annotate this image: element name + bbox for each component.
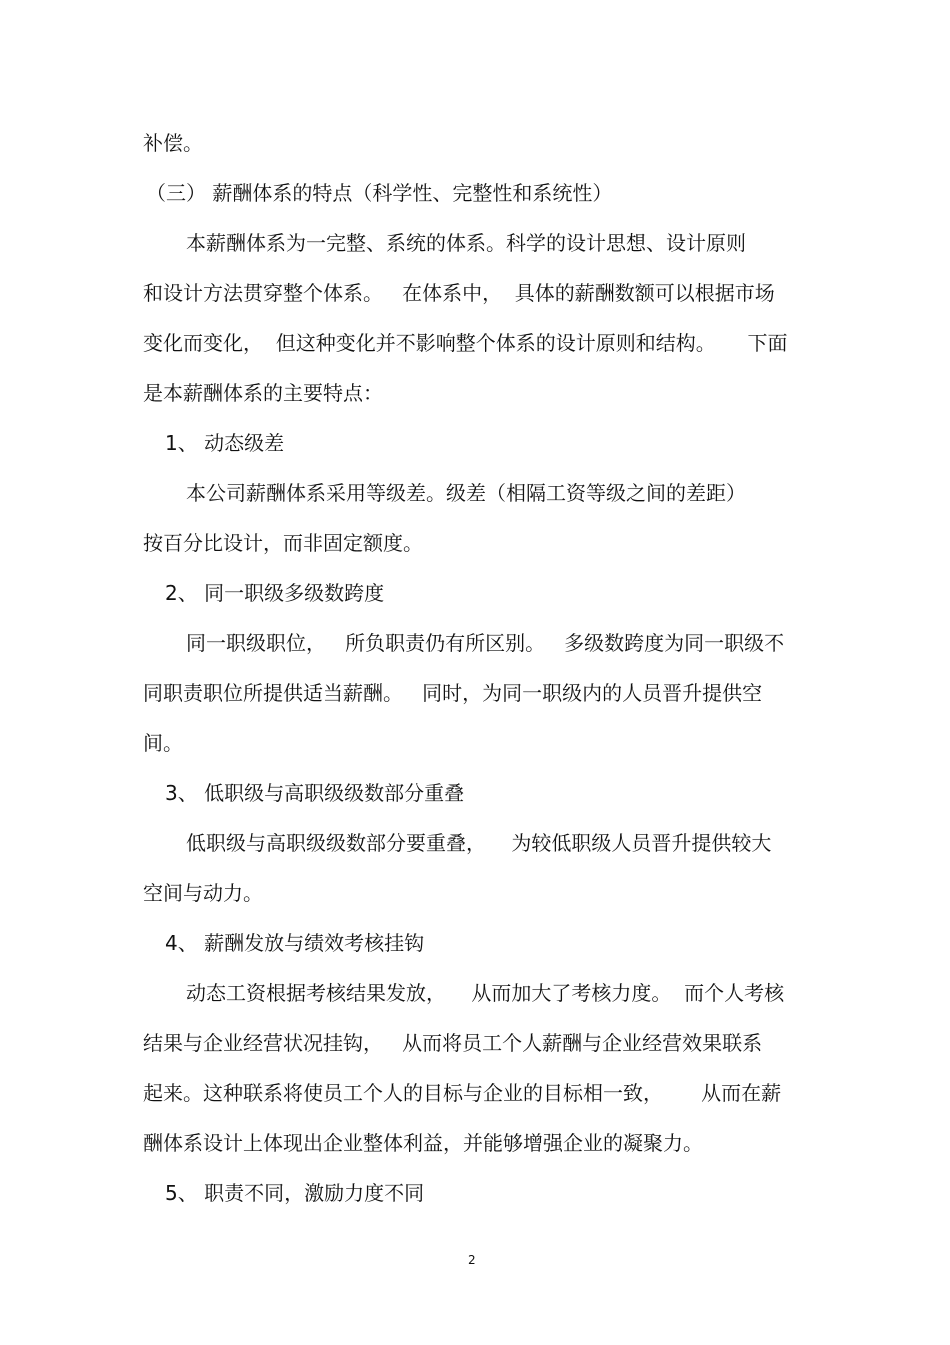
list-heading: 3、 低职级与高职级级数部分重叠 xyxy=(165,781,465,805)
paragraph-line: 和设计方法贯穿整个体系。 在体系中， 具体的薪酬数额可以根据市场 xyxy=(143,281,775,305)
page-number: 2 xyxy=(468,1253,476,1267)
paragraph-line: 间。 xyxy=(143,731,183,755)
paragraph-line: 同一职级职位， 所负职责仍有所区别。 多级数跨度为同一职级不 xyxy=(186,631,785,655)
list-heading: 4、 薪酬发放与绩效考核挂钩 xyxy=(165,931,425,955)
paragraph-line: 空间与动力。 xyxy=(143,881,263,905)
paragraph-line: 按百分比设计，而非固定额度。 xyxy=(143,531,423,555)
paragraph-line: 起来。这种联系将使员工个人的目标与企业的目标相一致， 从而在薪 xyxy=(143,1081,782,1105)
paragraph-line: 是本薪酬体系的主要特点： xyxy=(143,381,383,405)
list-heading: 2、 同一职级多级数跨度 xyxy=(165,581,385,605)
list-heading: 5、 职责不同，激励力度不同 xyxy=(165,1181,425,1205)
list-heading: 1、 动态级差 xyxy=(165,431,285,455)
paragraph-line: 结果与企业经营状况挂钩， 从而将员工个人薪酬与企业经营效果联系 xyxy=(143,1031,763,1055)
paragraph-line: 酬体系设计上体现出企业整体利益，并能够增强企业的凝聚力。 xyxy=(143,1131,703,1155)
text-line-continuation: 补偿。 xyxy=(143,131,203,155)
paragraph-line: 动态工资根据考核结果发放， 从而加大了考核力度。 而个人考核 xyxy=(186,981,785,1005)
paragraph-line: 低职级与高职级级数部分要重叠， 为较低职级人员晋升提供较大 xyxy=(186,831,772,855)
paragraph-line: 本公司薪酬体系采用等级差。级差（相隔工资等级之间的差距） xyxy=(186,481,746,505)
paragraph-line: 本薪酬体系为一完整、系统的体系。科学的设计思想、设计原则 xyxy=(186,231,746,255)
paragraph-line: 变化而变化， 但这种变化并不影响整个体系的设计原则和结构。 下面 xyxy=(143,331,788,355)
section-heading: （三） 薪酬体系的特点（科学性、完整性和系统性） xyxy=(146,181,613,205)
paragraph-line: 同职责职位所提供适当薪酬。 同时，为同一职级内的人员晋升提供空 xyxy=(143,681,763,705)
